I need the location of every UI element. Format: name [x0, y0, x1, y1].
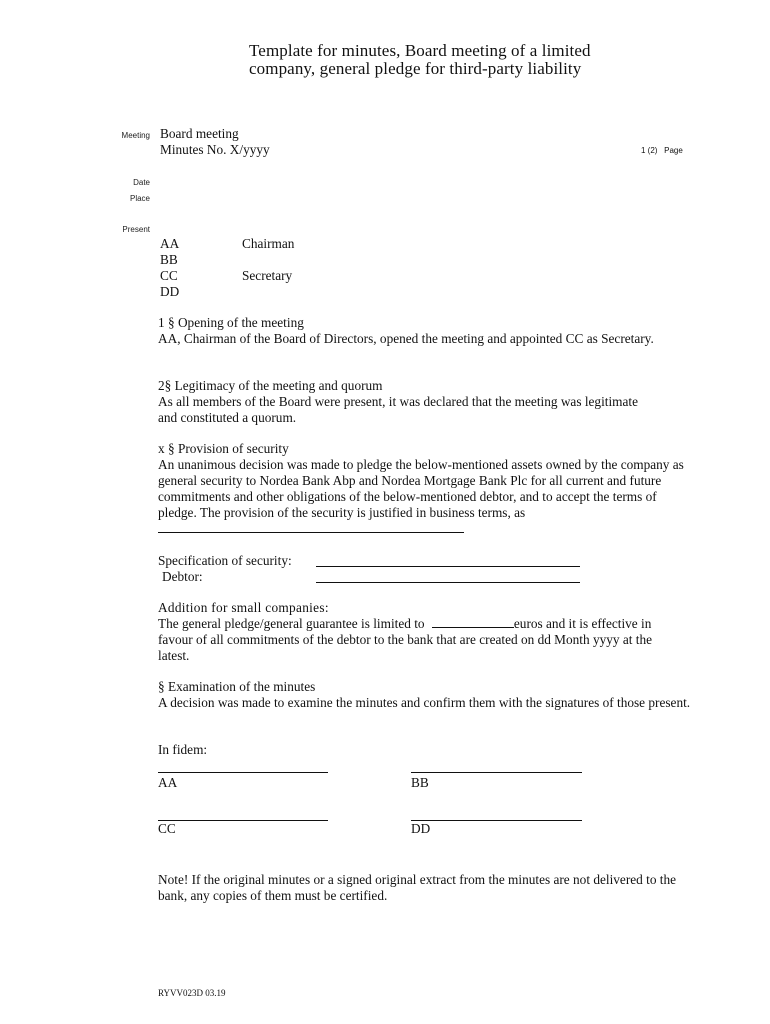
attendee-initials: BB — [160, 252, 178, 267]
section-examination — [158, 679, 698, 711]
section-opening — [158, 315, 698, 347]
amount-blank-line[interactable] — [432, 626, 514, 628]
present-label: Present — [122, 225, 150, 234]
attendee-initials: DD — [160, 284, 180, 299]
section-text: An unanimous decision was made to pledge the below-mentioned assets owned by the company as general security to Nordea Bank Abp and Nordea Mortgage Bank Plc for all current and future commitments and other obligations of the below-mentioned debtor, and to accept the terms of pledge. The provision of the security is justified in business terms, as — [158, 457, 684, 520]
section-text: A decision was made to examine the minutes and confirm them with the signatures of those present. — [158, 695, 691, 710]
signature-line-bb[interactable] — [411, 772, 582, 773]
section-heading: § Examination of the minutes — [158, 679, 316, 694]
section-legitimacy — [158, 378, 698, 426]
section-heading: 2§ Legitimacy of the meeting and quorum — [158, 378, 383, 393]
section-text-wrapper — [158, 457, 693, 537]
attendee-role-chairman: Chairman — [242, 236, 295, 251]
attendee-initials: AA — [160, 236, 180, 251]
in-fidem-label: In fidem: — [158, 742, 208, 757]
section-heading: 1 § Opening of the meeting — [158, 315, 304, 330]
section-text-before: The general pledge/general guarantee is limited to — [158, 616, 425, 631]
attendee-role-secretary: Secretary — [242, 268, 293, 283]
signature-line-cc[interactable] — [158, 820, 328, 821]
signer-name: DD — [411, 821, 431, 836]
attendee-roles-list — [242, 236, 294, 284]
title-line-1: Template for minutes, Board meeting of a limited — [249, 41, 591, 60]
debtor-blank-line[interactable] — [316, 582, 580, 583]
justification-blank-line[interactable] — [158, 531, 464, 533]
specification-blank-line[interactable] — [316, 566, 580, 567]
section-text: As all members of the Board were present, it was declared that the meeting was legitimate and constituted a quorum. — [158, 394, 638, 425]
signature-line-dd[interactable] — [411, 820, 582, 821]
attendee-role-empty — [242, 252, 294, 268]
section-heading: x § Provision of security — [158, 441, 289, 456]
section-text-after: euros and it is effective in favour of all commitments of the debtor to the bank that are created on dd Month yyyy at the latest. — [158, 616, 653, 663]
signer-name: CC — [158, 821, 176, 836]
page-number — [641, 146, 683, 156]
page-label: Page — [664, 146, 683, 155]
attendee-initials: CC — [160, 268, 178, 283]
place-label: Place — [129, 194, 150, 203]
section-small-companies — [158, 600, 698, 664]
title-line-2: company, general pledge for third-party liability — [249, 59, 582, 78]
form-code: RYVV023D 03.19 — [158, 988, 226, 998]
date-label: Date — [133, 178, 150, 187]
section-text: AA, Chairman of the Board of Directors, opened the meeting and appointed CC as Secretary. — [158, 331, 654, 346]
page-number-value: 1 (2) — [641, 146, 658, 155]
attendee-initials-list — [160, 236, 179, 300]
debtor-label: Debtor: — [162, 569, 203, 584]
section-text-wrapper — [158, 616, 678, 664]
section-heading: Addition for small companies: — [158, 600, 329, 615]
certification-note: Note! If the original minutes or a signed original extract from the minutes are not delivered to the bank, any copies of them must be certified. — [158, 872, 677, 903]
signature-line-aa[interactable] — [158, 772, 328, 773]
specification-label: Specification of security: — [158, 553, 292, 568]
meeting-label: Meeting — [121, 131, 150, 140]
document-title — [249, 42, 591, 78]
minutes-number: Minutes No. X/yyyy — [160, 142, 270, 157]
meeting-title: Board meeting — [160, 126, 239, 141]
signer-name: AA — [158, 775, 178, 790]
section-security — [158, 441, 698, 537]
signer-name: BB — [411, 775, 429, 790]
